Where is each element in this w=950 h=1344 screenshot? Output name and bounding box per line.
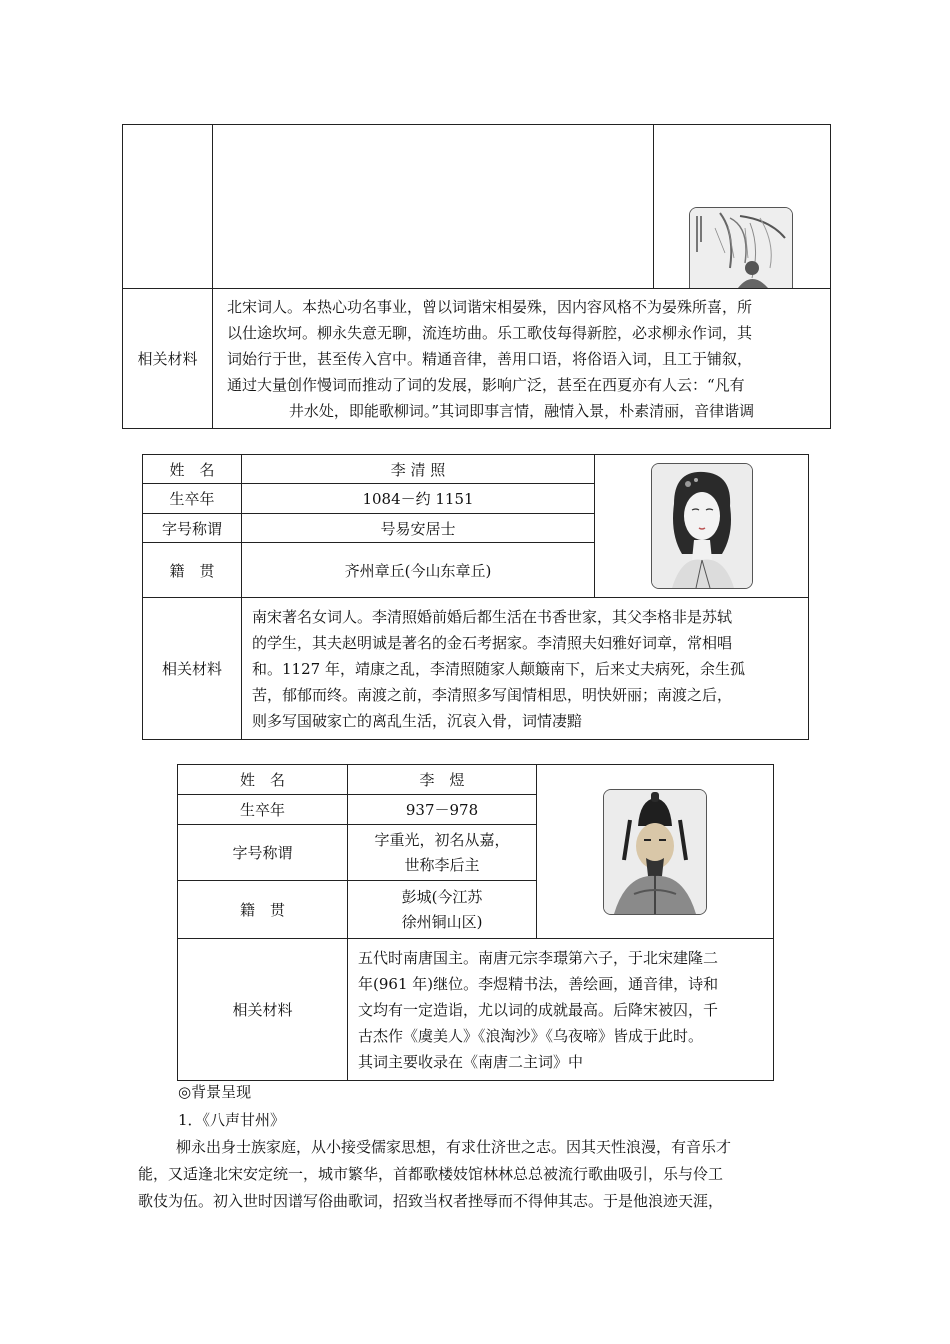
paragraph-line: 歌伎为伍。初入世时因谱写俗曲歌词，招致当权者挫辱而不得伸其志。于是他浪迹天涯， <box>138 1192 724 1210</box>
related-label: 相关材料 <box>143 598 242 740</box>
portrait-cell <box>654 125 831 289</box>
text-line: 的学生，其夫赵明诚是著名的金石考据家。李清照夫妇雅好词章，常相唱 <box>252 633 733 652</box>
text-line: 其词主要收录在《南唐二主词》中 <box>358 1052 584 1071</box>
origin-line: 彭城(今江苏 <box>401 887 483 906</box>
related-text <box>348 939 774 1081</box>
text-line: 通过大量创作慢词而推动了词的发展，影响广泛，甚至在西夏亦有人云：“凡有 <box>227 375 745 394</box>
years-value: 937－978 <box>348 795 537 825</box>
text-line: 文均有一定造诣，尤以词的成就最高。后降宋被囚，千 <box>358 1000 719 1019</box>
table-liu-yong <box>122 124 831 429</box>
related-text <box>213 289 831 429</box>
section-heading: ◎背景呈现 <box>178 1083 252 1101</box>
origin-value: 齐州章丘(今山东章丘) <box>242 543 595 598</box>
origin-label: 籍 贯 <box>178 881 348 939</box>
origin-line: 徐州铜山区) <box>401 912 483 931</box>
text-line: 五代时南唐国主。南唐元宗李璟第六子，于北宋建隆二 <box>358 948 719 967</box>
title-label: 字号称谓 <box>178 825 348 881</box>
text-line: 北宋词人。本热心功名事业，曾以词谐宋相晏殊，因内容风格不为晏殊所喜，所 <box>227 297 753 316</box>
text-line: 古杰作《虞美人》《浪淘沙》《乌夜啼》皆成于此时。 <box>358 1026 704 1045</box>
text-line: 词始行于世，甚至传入宫中。精通音律，善用口语，将俗语入词，且工于铺叙， <box>227 349 753 368</box>
related-label: 相关材料 <box>123 289 213 429</box>
portrait-li-yu-icon <box>603 789 707 915</box>
portrait-li-qingzhao-icon <box>651 463 753 589</box>
section-item-title: 1．《八声甘州》 <box>178 1111 286 1129</box>
related-label: 相关材料 <box>178 939 348 1081</box>
text-line: 则多写国破家亡的离乱生活，沉哀入骨，词情凄黯 <box>252 711 583 730</box>
text-line: 井水处，即能歌柳词。”其词即事言情，融情入景，朴素清丽，音律谐调 <box>288 401 755 420</box>
related-text <box>242 598 809 740</box>
years-label: 生卒年 <box>143 484 242 514</box>
table-li-yu <box>177 764 774 1081</box>
text-line: 和。1127 年，靖康之乱，李清照随家人颠簸南下，后来丈夫病死，余生孤 <box>252 659 745 678</box>
portrait-cell <box>537 765 774 939</box>
text-line: 以仕途坎坷。柳永失意无聊，流连坊曲。乐工歌伎每得新腔，必求柳永作词，其 <box>227 323 753 342</box>
years-value: 1084－约 1151 <box>242 484 595 514</box>
empty-label-cell <box>123 125 213 289</box>
portrait-cell <box>595 455 809 598</box>
text-line: 苦，郁郁而终。南渡之前，李清照多写闺情相思，明快妍丽；南渡之后， <box>252 685 733 704</box>
title-label: 字号称谓 <box>143 514 242 543</box>
name-label: 姓 名 <box>178 765 348 795</box>
title-line: 世称李后主 <box>404 855 480 874</box>
portrait-liu-yong-icon <box>689 207 793 288</box>
paragraph-line: 柳永出身士族家庭，从小接受儒家思想，有求仕济世之志。因其天性浪漫，有音乐才 <box>176 1138 732 1156</box>
title-line: 字重光，初名从嘉， <box>374 830 510 849</box>
title-value: 号易安居士 <box>242 514 595 543</box>
text-line: 年(961 年)继位。李煜精书法，善绘画，通音律，诗和 <box>358 974 719 993</box>
table-li-qingzhao <box>142 454 809 740</box>
empty-value-cell <box>213 125 654 289</box>
origin-label: 籍 贯 <box>143 543 242 598</box>
title-value <box>348 825 537 881</box>
name-value: 李 清 照 <box>242 455 595 484</box>
name-value: 李 煜 <box>348 765 537 795</box>
name-label: 姓 名 <box>143 455 242 484</box>
years-label: 生卒年 <box>178 795 348 825</box>
text-line: 南宋著名女词人。李清照婚前婚后都生活在书香世家，其父李格非是苏轼 <box>252 607 733 626</box>
paragraph-line: 能，又适逢北宋安定统一，城市繁华，首都歌楼妓馆林林总总被流行歌曲吸引，乐与伶工 <box>138 1165 724 1183</box>
section-paragraph <box>138 1134 822 1215</box>
origin-value <box>348 881 537 939</box>
